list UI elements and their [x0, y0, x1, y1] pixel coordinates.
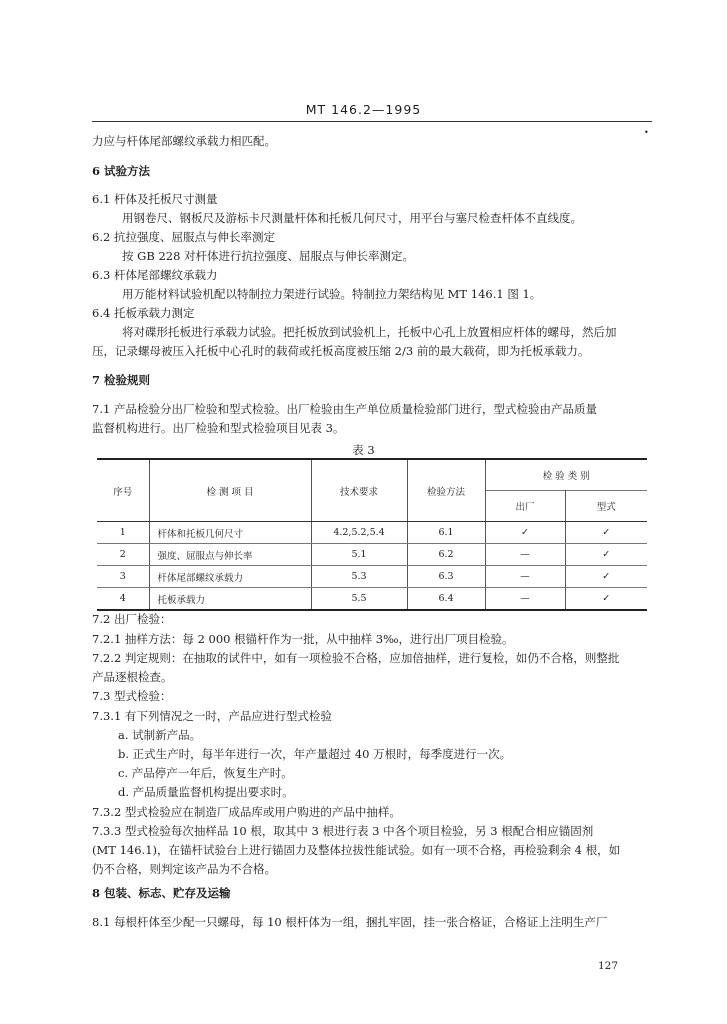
cell-method: 6.3	[407, 566, 485, 588]
subsection-heading-6-2: 6.2 抗拉强度、屈服点与伸长率测定	[92, 230, 275, 244]
text-line: 监督机构进行。出厂检验和型式检验项目见表 3。	[92, 421, 345, 435]
inspection-table	[97, 458, 647, 611]
cell-type: ✓	[565, 544, 647, 566]
table-row	[97, 522, 647, 544]
text-line: 力应与杆体尾部螺纹承载力相匹配。	[92, 134, 276, 148]
subsection-heading-7-2: 7.2 出厂检验：	[92, 612, 172, 626]
page-number: 127	[598, 960, 619, 972]
text-line: 产品逐根检查。	[92, 670, 173, 684]
subsection-heading-7-3: 7.3 型式检验：	[92, 689, 172, 703]
header-no: 序号	[97, 459, 149, 522]
header-factory: 出厂	[485, 491, 565, 522]
text-line: 7.3.3 型式检验每次抽样品 10 根，取其中 3 根进行表 3 中各个项目检验，另 3 根配合相应锚固剂	[92, 824, 594, 838]
header-method: 检验方法	[407, 459, 485, 522]
header-item: 检 测 项 目	[149, 459, 311, 522]
cell-factory: —	[485, 566, 565, 588]
subsection-heading-6-4: 6.4 托板承载力测定	[92, 306, 195, 320]
text-line: 8.1 每根杆体至少配一只螺母，每 10 根杆体为一组，捆扎牢固，挂一张合格证，合格证上注明生产厂	[92, 915, 608, 929]
text-line: 将对碟形托板进行承载力试验。把托板放到试验机上，托板中心孔上放置相应杆体的螺母，然后加	[122, 325, 617, 339]
cell-type: ✓	[565, 522, 647, 544]
list-item: a. 试制新产品。	[118, 728, 202, 742]
text-line: 用万能材料试验机配以特制拉力架进行试验。特制拉力架结构见 MT 146.1 图 1。	[122, 287, 542, 301]
text-line: 7.3.2 型式检验应在制造厂成品库或用户购进的产品中抽样。	[92, 805, 401, 819]
text-line: 7.2.2 判定规则：在抽取的试件中，如有一项检验不合格，应加倍抽样，进行复检，如仍不合格，则整批	[92, 651, 620, 665]
list-item: d. 产品质量监督机构提出要求时。	[118, 785, 294, 799]
cell-no: 3	[97, 566, 149, 588]
text-line: 按 GB 228 对杆体进行抗拉强度、屈服点与伸长率测定。	[122, 249, 415, 263]
cell-requirement: 5.1	[311, 544, 407, 566]
cell-type: ✓	[565, 566, 647, 588]
cell-type: ✓	[565, 588, 647, 611]
cell-method: 6.1	[407, 522, 485, 544]
cell-factory: —	[485, 588, 565, 611]
cell-method: 6.4	[407, 588, 485, 611]
cell-requirement: 5.3	[311, 566, 407, 588]
cell-factory: —	[485, 544, 565, 566]
page-header-doc-code: MT 146.2—1995	[305, 102, 422, 117]
cell-no: 2	[97, 544, 149, 566]
cell-factory: ✓	[485, 522, 565, 544]
table-row	[97, 566, 647, 588]
text-line: (MT 146.1)，在锚杆试验台上进行锚固力及整体拉拔性能试验。如有一项不合格，再检验剩余 4 根，如	[92, 843, 621, 857]
table-caption: 表 3	[352, 443, 375, 457]
cell-method: 6.2	[407, 544, 485, 566]
text-line: 7.1 产品检验分出厂检验和型式检验。出厂检验由生产单位质量检验部门进行，型式检验由产品质量	[92, 402, 597, 416]
cell-no: 1	[97, 522, 149, 544]
cell-item: 托板承载力	[149, 588, 311, 611]
text-line: 7.3.1 有下列情况之一时，产品应进行型式检验	[92, 709, 332, 723]
list-item: b. 正式生产时，每半年进行一次，年产量超过 40 万根时，每季度进行一次。	[118, 747, 512, 761]
cell-requirement: 4.2,5.2,5.4	[311, 522, 407, 544]
cell-item: 杆体和托板几何尺寸	[149, 522, 311, 544]
section-heading-6: 6 试验方法	[92, 164, 151, 178]
text-line: 压，记录螺母被压入托板中心孔时的载荷或托板高度被压缩 2/3 前的最大载荷，即为托板承载力。	[92, 344, 590, 358]
scan-speck: •	[644, 128, 649, 137]
cell-requirement: 5.5	[311, 588, 407, 611]
subsection-heading-6-1: 6.1 杆体及托板尺寸测量	[92, 192, 218, 206]
list-item: c. 产品停产一年后，恢复生产时。	[118, 766, 293, 780]
table-row	[97, 588, 647, 611]
header-type: 型式	[565, 491, 647, 522]
header-rule	[92, 121, 652, 122]
cell-item: 杆体尾部螺纹承载力	[149, 566, 311, 588]
section-heading-7: 7 检验规则	[92, 373, 151, 387]
section-heading-8: 8 包装、标志、贮存及运输	[92, 886, 231, 900]
text-line: 7.2.1 抽样方法：每 2 000 根锚杆作为一批，从中抽样 3‰，进行出厂项目检验。	[92, 632, 514, 646]
text-line: 仍不合格，则判定该产品为不合格。	[92, 862, 276, 876]
table-row	[97, 544, 647, 566]
subsection-heading-6-3: 6.3 杆体尾部螺纹承载力	[92, 268, 218, 282]
header-category: 检 验 类 别	[485, 459, 647, 491]
text-line: 用钢卷尺、钢板尺及游标卡尺测量杆体和托板几何尺寸，用平台与塞尺检查杆体不直线度。	[122, 211, 582, 225]
cell-no: 4	[97, 588, 149, 611]
header-requirement: 技术要求	[311, 459, 407, 522]
cell-item: 强度、屈服点与伸长率	[149, 544, 311, 566]
